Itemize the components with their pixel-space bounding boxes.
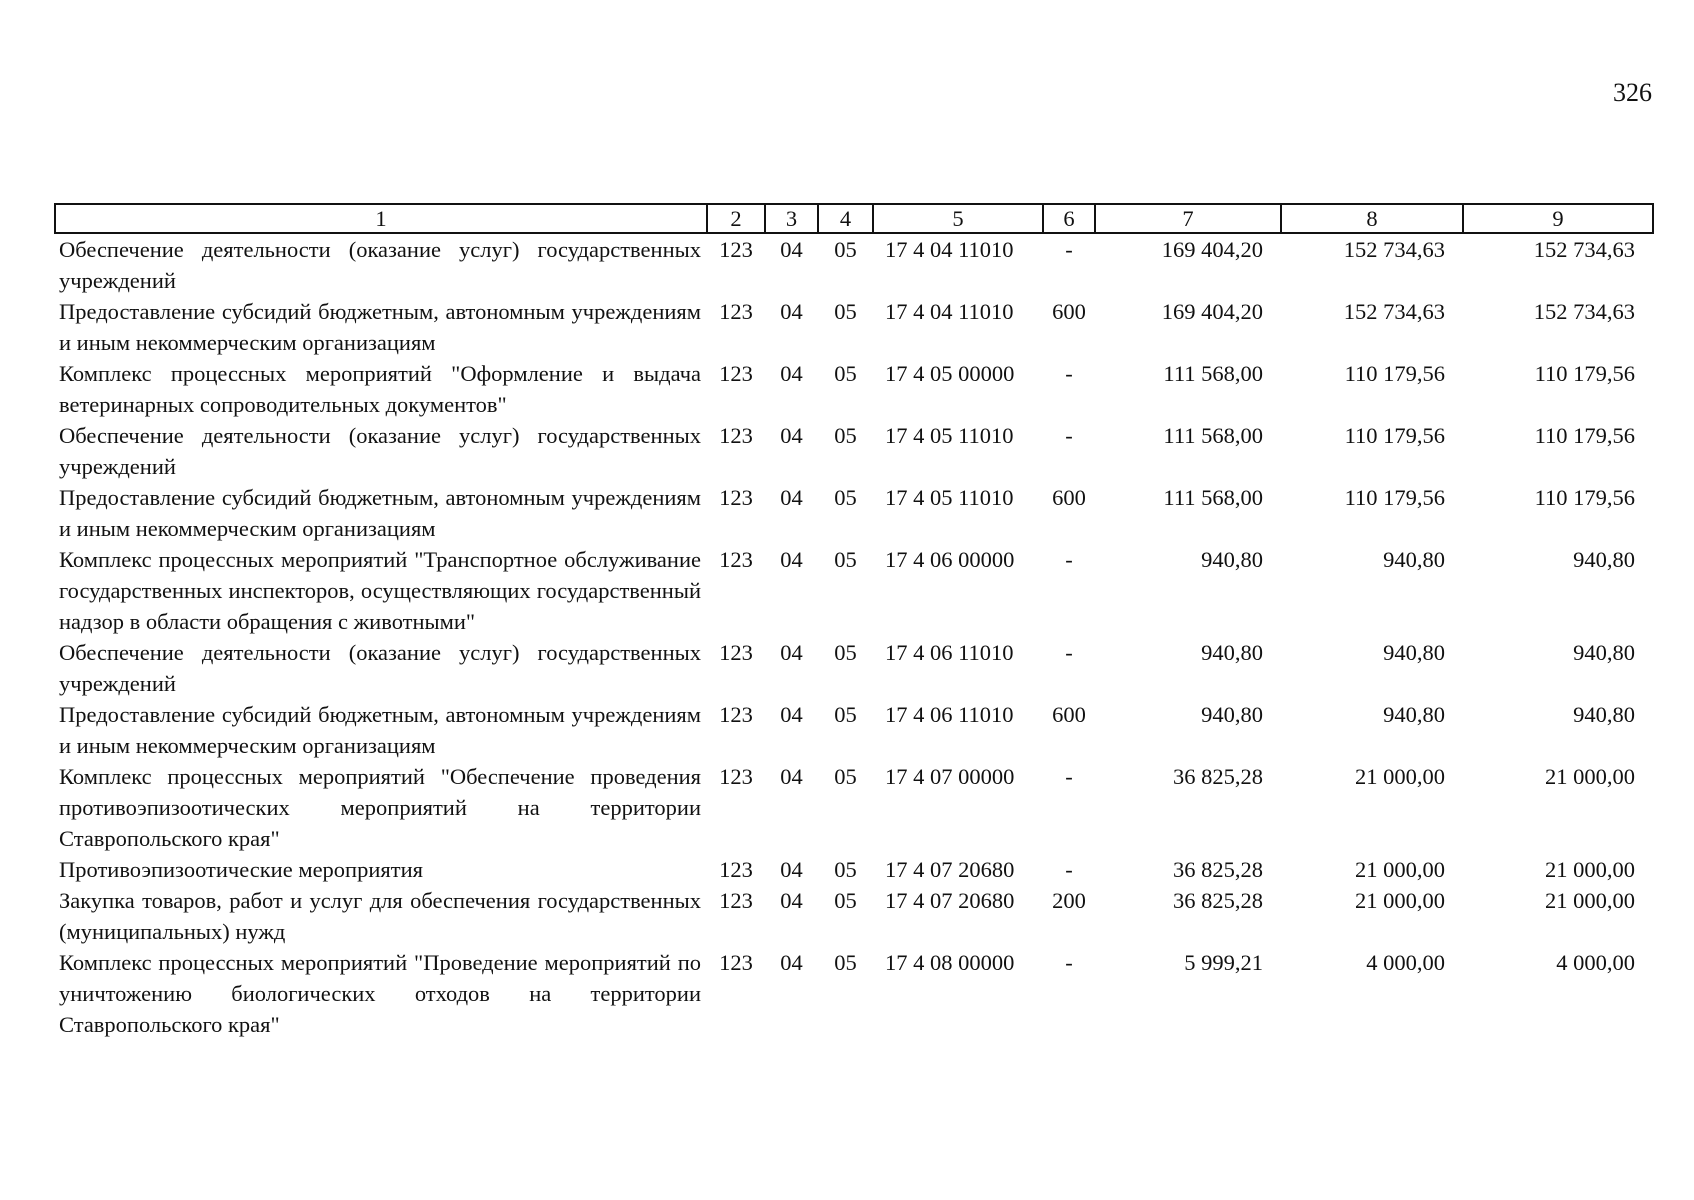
table-row: [55, 885, 1653, 947]
subsection-code-cell: 05: [834, 888, 857, 913]
amount-col7-cell: 940,80: [1201, 702, 1263, 727]
subsection-code-cell: 05: [834, 423, 857, 448]
amount-col9-cell: 940,80: [1573, 640, 1635, 665]
target-article-cell: 17 4 06 11010: [885, 640, 1014, 665]
ministry-code-cell: 123: [719, 702, 753, 727]
amount-col8-cell: 940,80: [1383, 702, 1445, 727]
table-row: [55, 482, 1653, 544]
amount-col9-cell: 21 000,00: [1545, 857, 1635, 882]
section-code-cell: 04: [780, 299, 803, 324]
section-code-cell: 04: [780, 857, 803, 882]
amount-col9-cell: 4 000,00: [1556, 950, 1635, 975]
amount-col9-cell: 152 734,63: [1533, 237, 1635, 262]
column-header-7: 7: [1095, 204, 1281, 233]
item-name-cell: Обеспечение деятельности (оказание услуг) государственных учреждений: [59, 237, 701, 293]
table-row: [55, 544, 1653, 637]
target-article-cell: 17 4 06 00000: [885, 547, 1015, 572]
target-article-cell: 17 4 04 11010: [885, 237, 1014, 262]
subsection-code-cell: 05: [834, 299, 857, 324]
subsection-code-cell: 05: [834, 764, 857, 789]
item-name-cell: Комплекс процессных мероприятий "Проведение мероприятий по уничтожению биологических отходов на территории Ставропольского края": [59, 950, 701, 1037]
table-row: [55, 947, 1653, 1040]
target-article-cell: 17 4 07 20680: [885, 888, 1015, 913]
section-code-cell: 04: [780, 640, 803, 665]
column-header-3: 3: [765, 204, 818, 233]
amount-col7-cell: 940,80: [1201, 547, 1263, 572]
amount-col8-cell: 152 734,63: [1343, 299, 1445, 324]
ministry-code-cell: 123: [719, 485, 753, 510]
subsection-code-cell: 05: [834, 640, 857, 665]
amount-col8-cell: 110 179,56: [1344, 485, 1445, 510]
table-row: [55, 296, 1653, 358]
target-article-cell: 17 4 08 00000: [885, 950, 1015, 975]
column-header-2: 2: [707, 204, 765, 233]
item-name-cell: Предоставление субсидий бюджетным, автономным учреждениям и иным некоммерческим организациям: [59, 485, 701, 541]
section-code-cell: 04: [780, 423, 803, 448]
amount-col9-cell: 21 000,00: [1545, 764, 1635, 789]
amount-col7-cell: 940,80: [1201, 640, 1263, 665]
subsection-code-cell: 05: [834, 361, 857, 386]
amount-col8-cell: 21 000,00: [1355, 857, 1445, 882]
section-code-cell: 04: [780, 361, 803, 386]
ministry-code-cell: 123: [719, 361, 753, 386]
target-article-cell: 17 4 07 00000: [885, 764, 1015, 789]
amount-col8-cell: 940,80: [1383, 640, 1445, 665]
amount-col8-cell: 21 000,00: [1355, 888, 1445, 913]
table-row: [55, 761, 1653, 854]
amount-col9-cell: 940,80: [1573, 702, 1635, 727]
table-row: [55, 233, 1653, 296]
budget-table: [54, 203, 1654, 1040]
amount-col7-cell: 111 568,00: [1163, 485, 1263, 510]
amount-col9-cell: 110 179,56: [1534, 423, 1635, 448]
amount-col7-cell: 111 568,00: [1163, 423, 1263, 448]
amount-col9-cell: 110 179,56: [1534, 361, 1635, 386]
amount-col9-cell: 21 000,00: [1545, 888, 1635, 913]
target-article-cell: 17 4 04 11010: [885, 299, 1014, 324]
amount-col9-cell: 152 734,63: [1533, 299, 1635, 324]
column-header-6: 6: [1043, 204, 1095, 233]
target-article-cell: 17 4 06 11010: [885, 702, 1014, 727]
subsection-code-cell: 05: [834, 237, 857, 262]
expense-type-cell: -: [1065, 237, 1073, 262]
ministry-code-cell: 123: [719, 547, 753, 572]
item-name-cell: Комплекс процессных мероприятий "Обеспечение проведения противоэпизоотических мероприятий на территории Ставропольского края": [59, 764, 701, 851]
subsection-code-cell: 05: [834, 547, 857, 572]
table-row: [55, 358, 1653, 420]
table-row: [55, 854, 1653, 885]
item-name-cell: Обеспечение деятельности (оказание услуг) государственных учреждений: [59, 423, 701, 479]
amount-col7-cell: 169 404,20: [1161, 299, 1263, 324]
expense-type-cell: 600: [1052, 299, 1086, 324]
target-article-cell: 17 4 07 20680: [885, 857, 1015, 882]
item-name-cell: Предоставление субсидий бюджетным, автономным учреждениям и иным некоммерческим организациям: [59, 299, 701, 355]
expense-type-cell: -: [1065, 857, 1073, 882]
column-header-9: 9: [1463, 204, 1653, 233]
column-header-1: 1: [55, 204, 707, 233]
amount-col7-cell: 36 825,28: [1173, 764, 1263, 789]
amount-col8-cell: 21 000,00: [1355, 764, 1445, 789]
item-name-cell: Противоэпизоотические мероприятия: [59, 857, 423, 882]
subsection-code-cell: 05: [834, 950, 857, 975]
amount-col8-cell: 110 179,56: [1344, 423, 1445, 448]
ministry-code-cell: 123: [719, 950, 753, 975]
amount-col8-cell: 110 179,56: [1344, 361, 1445, 386]
target-article-cell: 17 4 05 00000: [885, 361, 1015, 386]
column-header-4: 4: [818, 204, 873, 233]
expense-type-cell: -: [1065, 361, 1073, 386]
item-name-cell: Комплекс процессных мероприятий "Транспортное обслуживание государственных инспекторов, осуществляющих государственный надзор в области обращения с животными": [59, 547, 701, 634]
amount-col9-cell: 110 179,56: [1534, 485, 1635, 510]
table-body: [55, 233, 1653, 1040]
section-code-cell: 04: [780, 237, 803, 262]
column-header-8: 8: [1281, 204, 1463, 233]
table-row: [55, 637, 1653, 699]
section-code-cell: 04: [780, 702, 803, 727]
column-header-5: 5: [873, 204, 1043, 233]
section-code-cell: 04: [780, 485, 803, 510]
amount-col8-cell: 940,80: [1383, 547, 1445, 572]
ministry-code-cell: 123: [719, 423, 753, 448]
amount-col7-cell: 36 825,28: [1173, 857, 1263, 882]
ministry-code-cell: 123: [719, 888, 753, 913]
target-article-cell: 17 4 05 11010: [885, 485, 1014, 510]
expense-type-cell: 200: [1052, 888, 1086, 913]
ministry-code-cell: 123: [719, 237, 753, 262]
column-number-header-row: [55, 204, 1653, 233]
amount-col7-cell: 111 568,00: [1163, 361, 1263, 386]
expense-type-cell: 600: [1052, 702, 1086, 727]
amount-col8-cell: 4 000,00: [1366, 950, 1445, 975]
table-row: [55, 699, 1653, 761]
item-name-cell: Закупка товаров, работ и услуг для обеспечения государственных (муниципальных) нужд: [59, 888, 701, 944]
section-code-cell: 04: [780, 888, 803, 913]
expense-type-cell: -: [1065, 640, 1073, 665]
subsection-code-cell: 05: [834, 857, 857, 882]
item-name-cell: Комплекс процессных мероприятий "Оформление и выдача ветеринарных сопроводительных документов": [59, 361, 701, 417]
amount-col9-cell: 940,80: [1573, 547, 1635, 572]
section-code-cell: 04: [780, 547, 803, 572]
page-number: 326: [1613, 78, 1652, 107]
ministry-code-cell: 123: [719, 764, 753, 789]
amount-col8-cell: 152 734,63: [1343, 237, 1445, 262]
table-row: [55, 420, 1653, 482]
target-article-cell: 17 4 05 11010: [885, 423, 1014, 448]
subsection-code-cell: 05: [834, 702, 857, 727]
expense-type-cell: -: [1065, 950, 1073, 975]
expense-type-cell: 600: [1052, 485, 1086, 510]
ministry-code-cell: 123: [719, 640, 753, 665]
expense-type-cell: -: [1065, 423, 1073, 448]
amount-col7-cell: 5 999,21: [1184, 950, 1263, 975]
section-code-cell: 04: [780, 764, 803, 789]
section-code-cell: 04: [780, 950, 803, 975]
expense-type-cell: -: [1065, 764, 1073, 789]
amount-col7-cell: 36 825,28: [1173, 888, 1263, 913]
item-name-cell: Предоставление субсидий бюджетным, автономным учреждениям и иным некоммерческим организациям: [59, 702, 701, 758]
amount-col7-cell: 169 404,20: [1161, 237, 1263, 262]
ministry-code-cell: 123: [719, 299, 753, 324]
item-name-cell: Обеспечение деятельности (оказание услуг) государственных учреждений: [59, 640, 701, 696]
ministry-code-cell: 123: [719, 857, 753, 882]
expense-type-cell: -: [1065, 547, 1073, 572]
subsection-code-cell: 05: [834, 485, 857, 510]
